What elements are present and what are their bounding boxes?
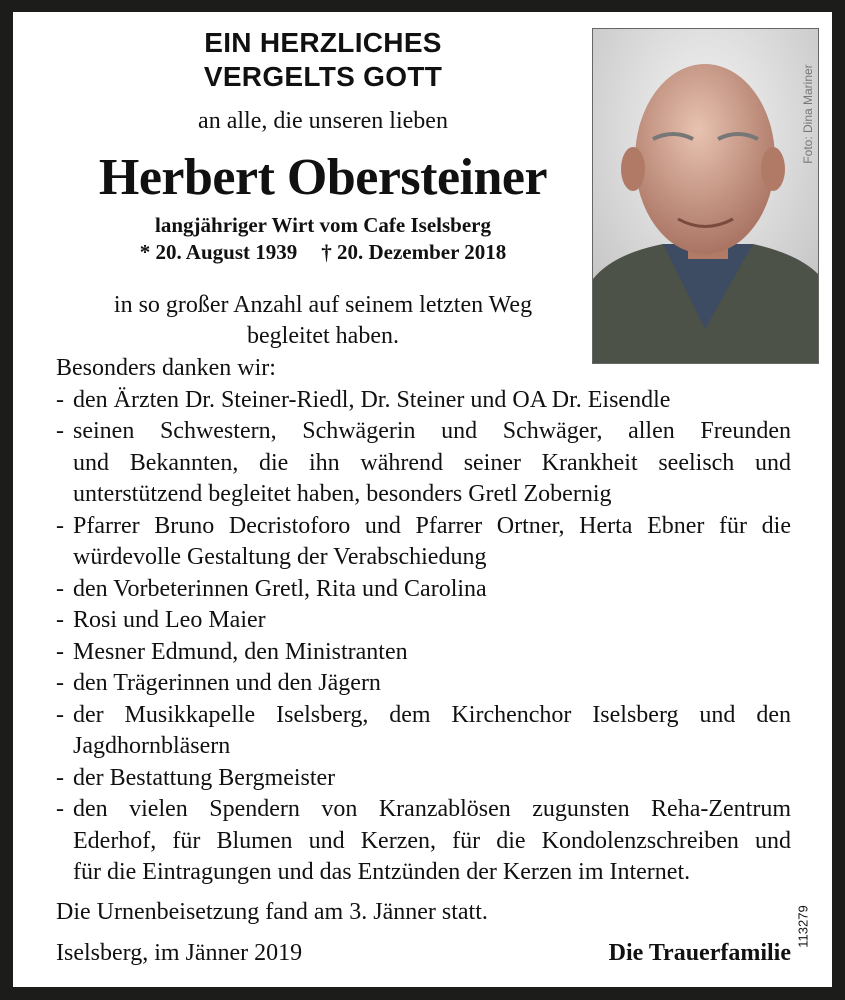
text-line: den Trägerinnen und den Jägern bbox=[73, 670, 381, 696]
birth-date: * 20. August 1939 bbox=[139, 240, 298, 264]
list-item bbox=[56, 605, 791, 637]
text-line: Jagdhornbläsern bbox=[73, 733, 231, 759]
list-item bbox=[56, 511, 791, 574]
list-item bbox=[56, 574, 791, 606]
dash-bullet: - bbox=[56, 638, 64, 665]
dash-bullet: - bbox=[56, 512, 64, 539]
dash-bullet: - bbox=[56, 386, 64, 413]
text-line: unterstützend begleitet haben, besonders Gretl Zobernig bbox=[73, 481, 612, 507]
text-line: der Bestattung Bergmeister bbox=[73, 764, 336, 791]
dash-bullet: - bbox=[56, 764, 64, 791]
text-line: Pfarrer Bruno Decristoforo und Pfarrer Ortner, Herta Ebner für die bbox=[73, 512, 791, 539]
dash-bullet: - bbox=[56, 418, 64, 444]
signature: Die Trauerfamilie bbox=[608, 940, 791, 966]
text-line: den vielen Spendern von Kranzablösen zugunsten Reha-Zentrum bbox=[73, 796, 791, 822]
thanks-intro: Besonders danken wir: bbox=[56, 355, 276, 381]
obituary-notice bbox=[13, 12, 832, 987]
role: langjähriger Wirt vom Cafe Iselsberg bbox=[155, 213, 491, 237]
list-item bbox=[56, 637, 791, 669]
dash-bullet: - bbox=[56, 796, 64, 822]
dash-bullet: - bbox=[56, 575, 64, 602]
text-line: Rosi und Leo Maier bbox=[73, 607, 266, 633]
list-item bbox=[56, 763, 791, 795]
text-line: für die Eintragungen und das Entzünden der Kerzen im Internet. bbox=[73, 859, 691, 885]
headline-line: EIN HERZLICHES bbox=[204, 27, 442, 58]
text-line: Mesner Edmund, den Ministranten bbox=[73, 638, 408, 665]
text-line: der Musikkapelle Iselsberg, dem Kirchenchor Iselsberg und den bbox=[73, 701, 791, 728]
dash-bullet: - bbox=[56, 701, 64, 728]
text-line: seinen Schwestern, Schwägerin und Schwäger, allen Freunden bbox=[73, 418, 791, 444]
death-date: † 20. Dezember 2018 bbox=[321, 240, 507, 264]
intro-text: an alle, die unseren lieben bbox=[198, 108, 448, 134]
deceased-name: Herbert Obersteiner bbox=[98, 149, 548, 206]
ad-number-text: 113279 bbox=[795, 905, 811, 948]
list-item bbox=[56, 385, 791, 417]
text-line: begleitet haben. bbox=[247, 323, 399, 349]
escort-text bbox=[13, 290, 633, 352]
text-line: den Ärzten Dr. Steiner-Riedl, Dr. Steiner und OA Dr. Eisendle bbox=[73, 386, 671, 413]
ad-number bbox=[788, 897, 818, 957]
footer bbox=[56, 938, 791, 970]
text-line: Ederhof, für Blumen und Kerzen, für die Kondolenzschreiben und bbox=[73, 827, 791, 854]
text-line: würdevolle Gestaltung der Verabschiedung bbox=[73, 544, 487, 570]
subtitle bbox=[13, 212, 633, 266]
dash-bullet: - bbox=[56, 607, 64, 633]
list-item bbox=[56, 794, 791, 889]
text-line: den Vorbeterinnen Gretl, Rita und Carolina bbox=[73, 575, 487, 602]
portrait-photo bbox=[592, 28, 819, 364]
headline-line: VERGELTS GOTT bbox=[203, 61, 443, 92]
place-date: Iselsberg, im Jänner 2019 bbox=[56, 940, 303, 966]
thanks-list bbox=[56, 385, 791, 889]
list-item bbox=[56, 416, 791, 511]
thanks-section bbox=[56, 353, 791, 970]
list-item bbox=[56, 668, 791, 700]
text-line: und Bekannten, die ihn während seiner Krankheit seelisch und bbox=[73, 449, 791, 476]
dates bbox=[13, 239, 633, 266]
headline bbox=[13, 26, 633, 94]
urn-burial-note: Die Urnenbeisetzung fand am 3. Jänner statt. bbox=[56, 898, 488, 925]
photo-credit bbox=[793, 52, 823, 182]
photo-credit-text: Foto: Dina Mariner bbox=[801, 64, 815, 164]
text-line: in so großer Anzahl auf seinem letzten Weg bbox=[113, 292, 533, 318]
list-item bbox=[56, 700, 791, 763]
dash-bullet: - bbox=[56, 670, 64, 696]
